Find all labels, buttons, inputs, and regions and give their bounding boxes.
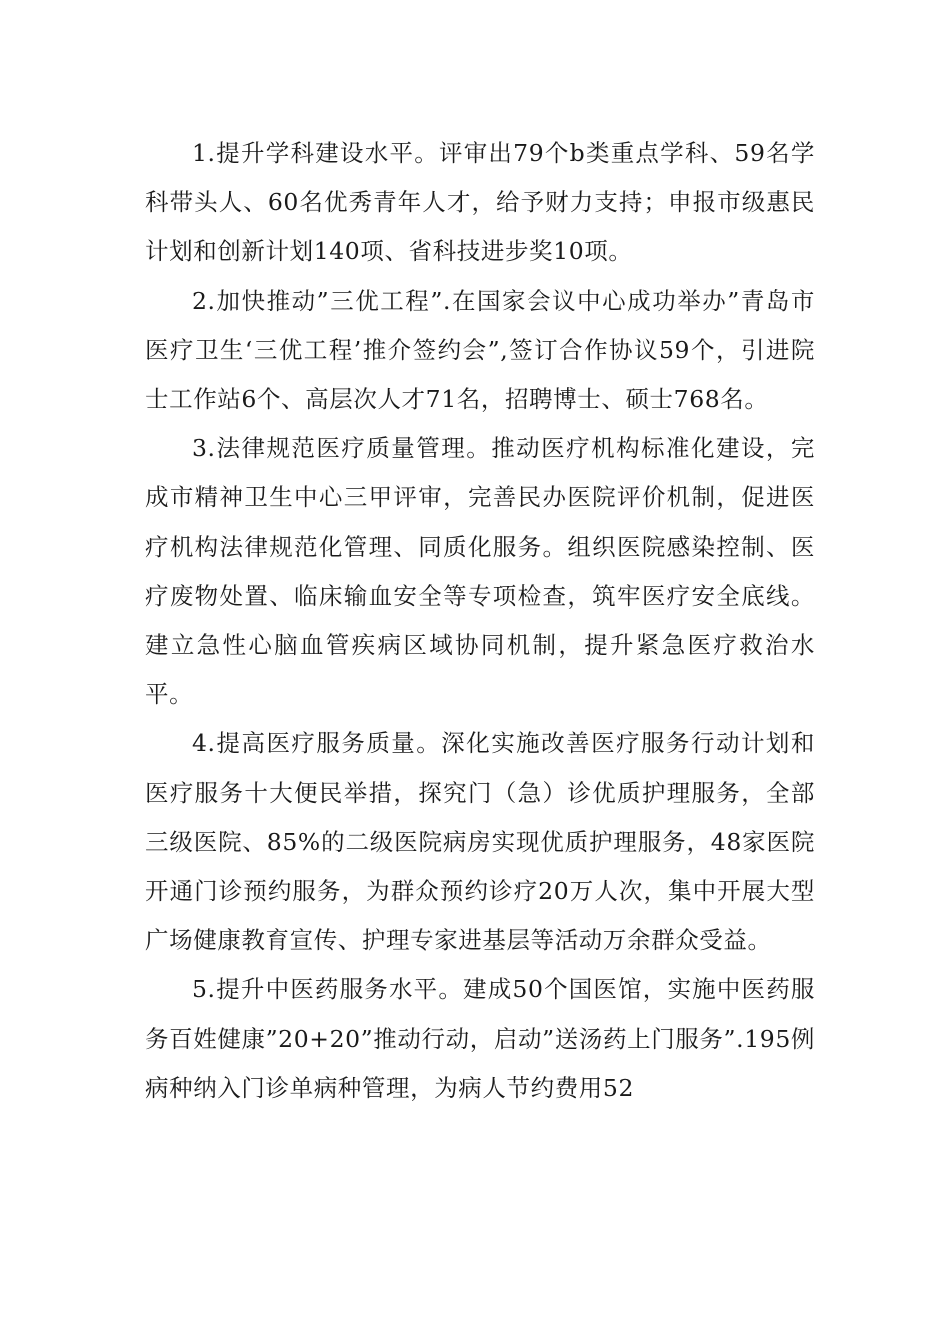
document-body: [145, 129, 815, 1113]
paragraph-medical-service-quality: 4.提高医疗服务质量。深化实施改善医疗服务行动计划和医疗服务十大便民举措，探究门（急）诊优质护理服务，全部三级医院、85%的二级医院病房实现优质护理服务，48家医院开通门诊预约服务，为群众预约诊疗20万人次，集中开展大型广场健康教育宣传、护理专家进基层等活动万余群众受益。: [145, 729, 815, 955]
paragraph-medical-quality-management: 3.法律规范医疗质量管理。推动医疗机构标准化建设，完成市精神卫生中心三甲评审，完善民办医院评价机制，促进医疗机构法律规范化管理、同质化服务。组织医院感染控制、医疗废物处置、临床输血安全等专项检查，筑牢医疗安全底线。建立急性心脑血管疾病区域协同机制，提升紧急医疗救治水平。: [145, 434, 815, 709]
paragraph-discipline-construction: 1.提升学科建设水平。评审出79个b类重点学科、59名学科带头人、60名优秀青年人才，给予财力支持；申报市级惠民计划和创新计划140项、省科技进步奖10项。: [145, 139, 815, 266]
paragraph-tcm-service: 5.提升中医药服务水平。建成50个国医馆，实施中医药服务百姓健康”20+20”推动行动，启动”送汤药上门服务”.195例病种纳入门诊单病种管理，为病人节约费用52: [145, 975, 815, 1102]
paragraph-three-excellence-project: 2.加快推动”三优工程”.在国家会议中心成功举办”青岛市医疗卫生‘三优工程’推介签约会”,签订合作协议59个，引进院士工作站6个、高层次人才71名，招聘博士、硕士768名。: [145, 286, 815, 414]
